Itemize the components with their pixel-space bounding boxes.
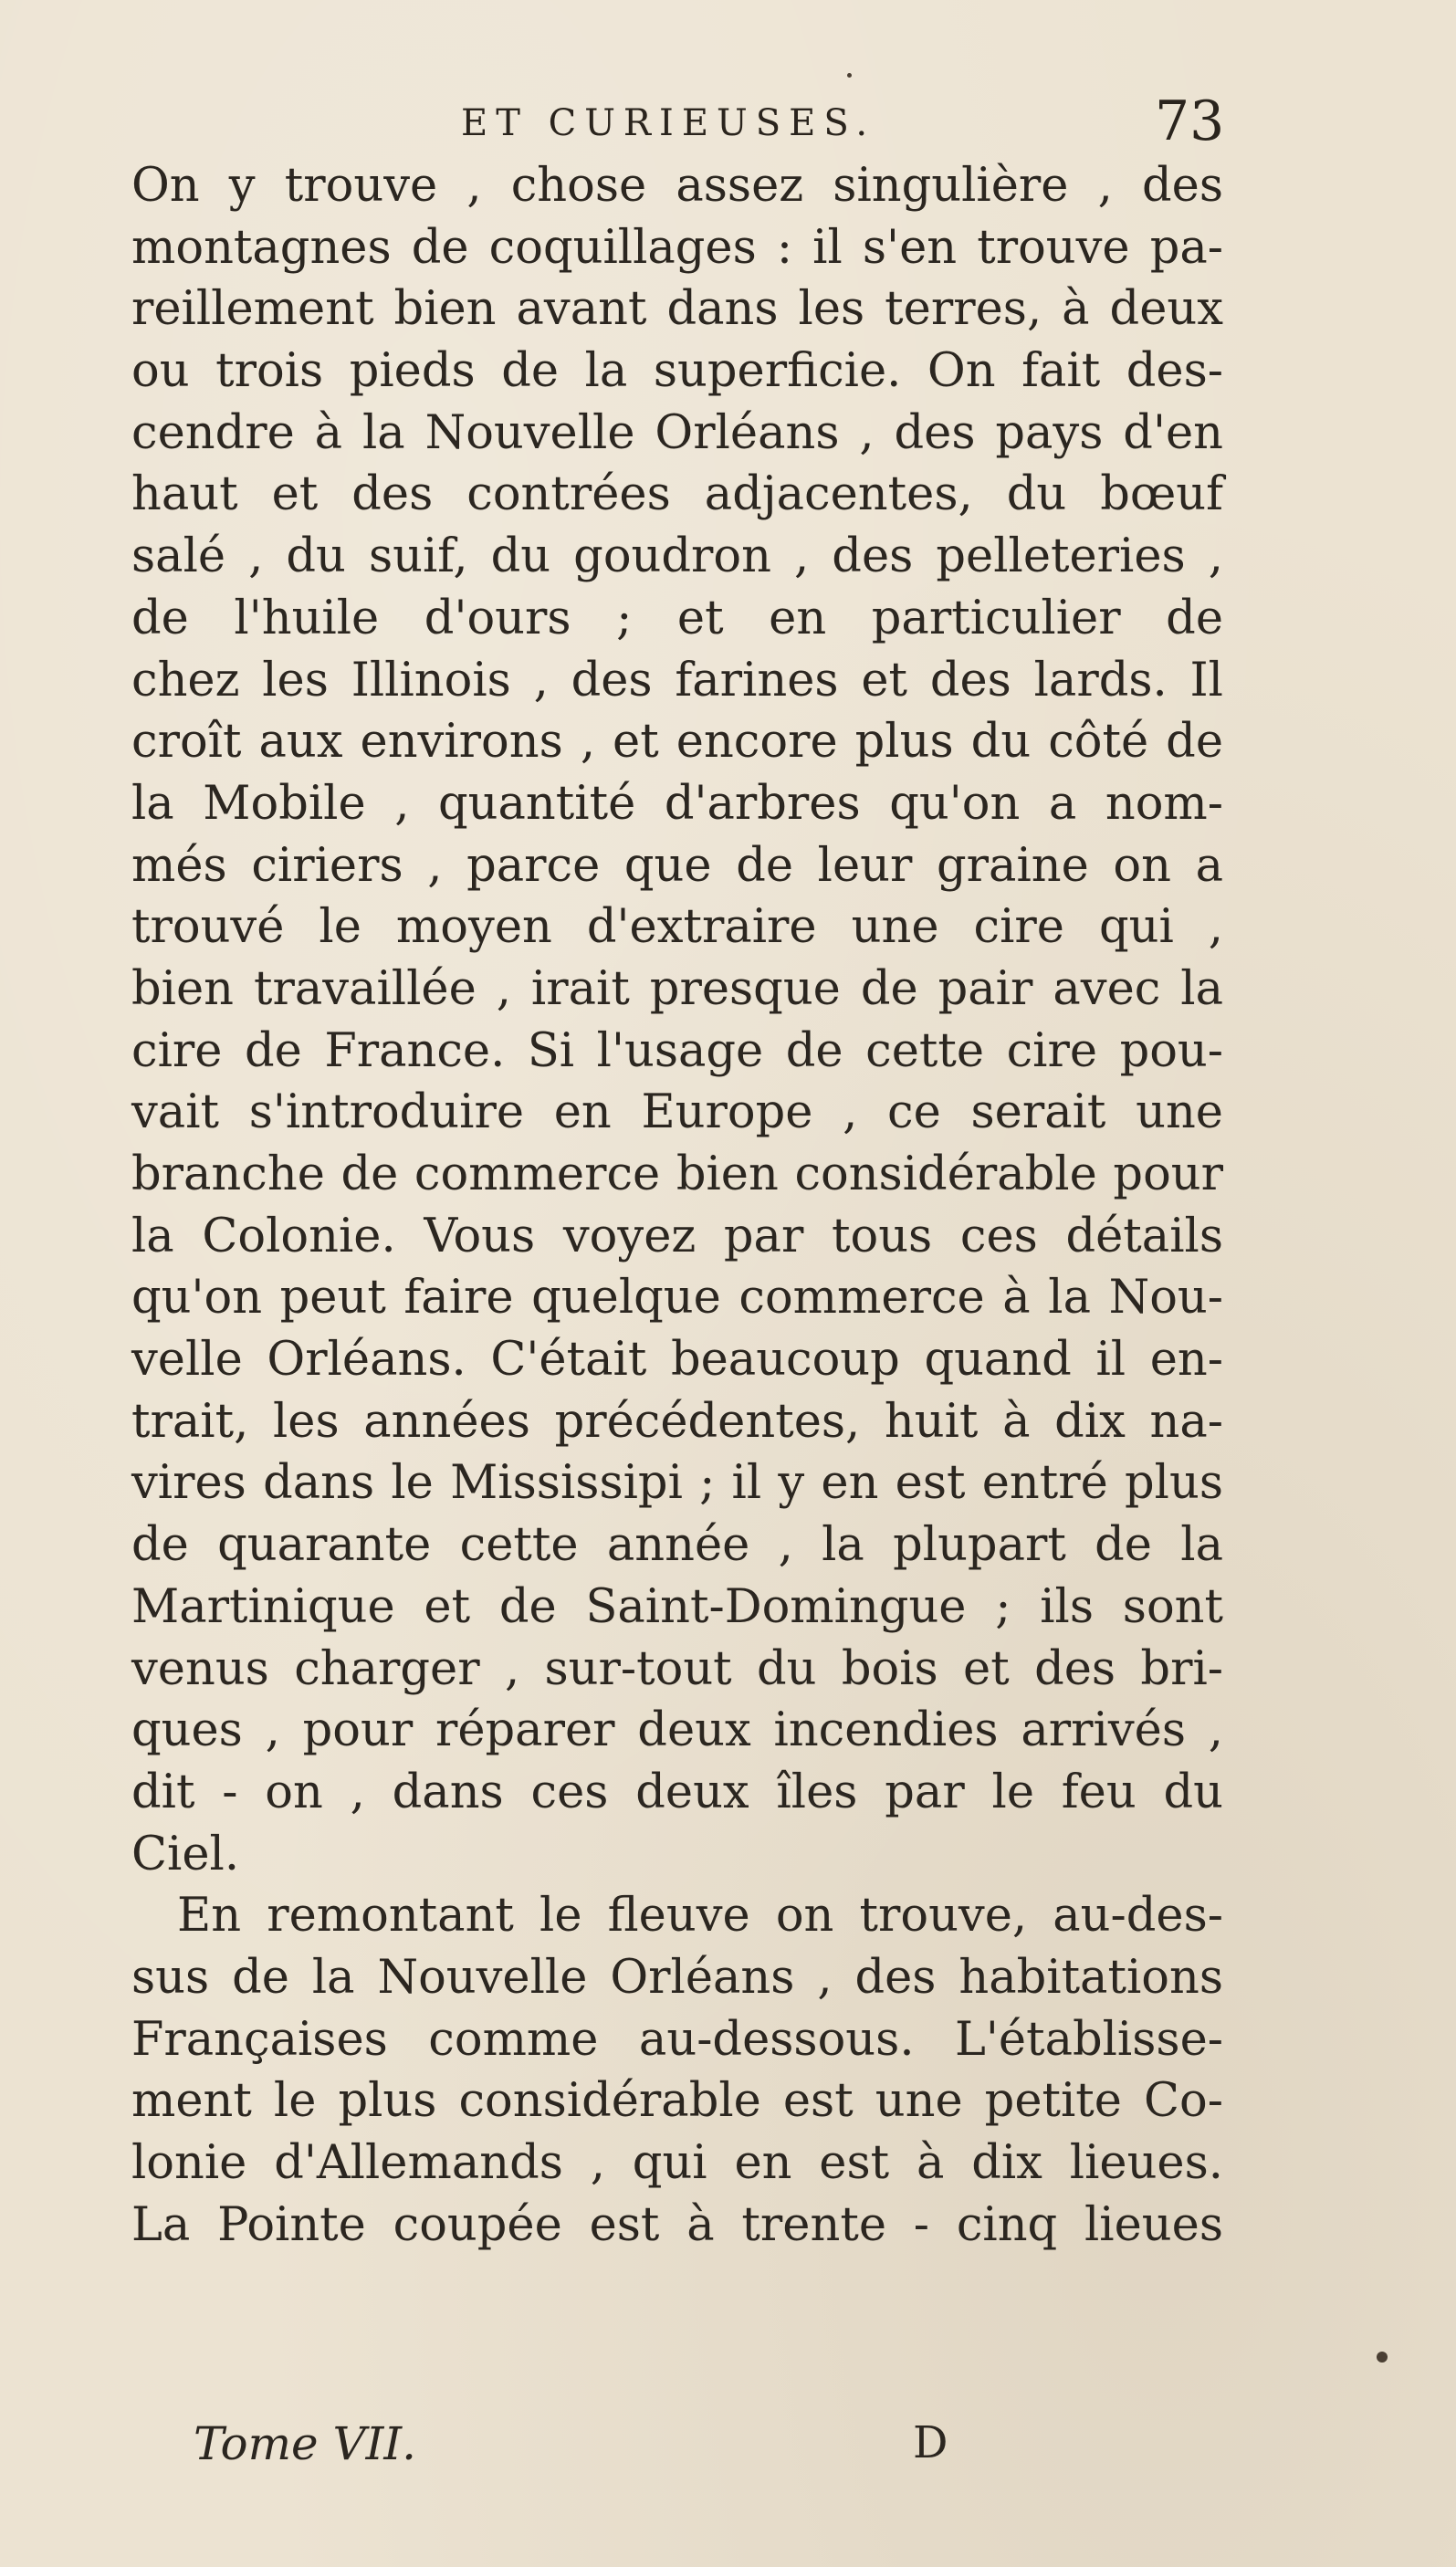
text-line: haut et des contrées adjacentes, du bœuf — [131, 467, 1223, 522]
text-line: més ciriers , parce que de leur graine on a — [131, 838, 1223, 893]
text-line: sus de la Nouvelle Orléans , des habitations — [131, 1950, 1223, 2005]
volume-label: Tome VII. — [194, 2417, 416, 2470]
page-number: 73 — [1155, 89, 1225, 153]
text-line: branche de commerce bien considérable pour — [131, 1147, 1223, 1201]
text-line: de l'huile d'ours ; et en particulier de — [131, 591, 1223, 645]
ink-speck — [1377, 2352, 1388, 2363]
text-line: qu'on peut faire quelque commerce à la Nou- — [131, 1271, 1223, 1325]
text-line: lonie d'Allemands , qui en est à dix lieues. — [131, 2136, 1223, 2190]
running-title: ET CURIEUSES. — [461, 102, 876, 144]
ink-speck — [847, 73, 852, 78]
text-line: cendre à la Nouvelle Orléans , des pays d'en — [131, 405, 1223, 460]
body-text — [131, 155, 1223, 2256]
text-line: Ciel. — [131, 1827, 240, 1881]
text-line: bien travaillée , irait presque de pair avec la — [131, 961, 1223, 1016]
text-line: dit - on , dans ces deux îles par le feu du — [131, 1765, 1223, 1819]
text-line: Martinique et de Saint-Domingue ; ils sont — [131, 1579, 1223, 1634]
text-line: la Mobile , quantité d'arbres qu'on a nom- — [131, 776, 1223, 831]
text-line: reillement bien avant dans les terres, à deux — [131, 282, 1223, 337]
text-line: vait s'introduire en Europe , ce serait une — [131, 1085, 1223, 1140]
signature-mark: D — [913, 2417, 948, 2468]
text-line: chez les Illinois , des farines et des lards. Il — [131, 653, 1223, 707]
text-line: trait, les années précédentes, huit à dix na- — [131, 1394, 1223, 1449]
page-footer — [0, 2417, 1456, 2481]
text-line: vires dans le Mississipi ; il y en est entré plus — [131, 1456, 1223, 1511]
running-head — [0, 89, 1456, 153]
text-line: ou trois pieds de la superficie. On fait des- — [131, 344, 1223, 399]
text-line: ment le plus considérable est une petite Co- — [131, 2074, 1223, 2129]
text-line: Françaises comme au-dessous. L'établisse- — [131, 2012, 1223, 2067]
text-line: montagnes de coquillages : il s'en trouve pa- — [131, 220, 1223, 275]
text-line: la Colonie. Vous voyez par tous ces détails — [131, 1209, 1223, 1263]
text-line: trouvé le moyen d'extraire une cire qui , — [131, 900, 1223, 955]
text-line: salé , du suif, du goudron , des pelleteries , — [131, 529, 1223, 584]
text-line: cire de France. Si l'usage de cette cire pou- — [131, 1023, 1223, 1078]
text-line: venus charger , sur-tout du bois et des bri- — [131, 1641, 1223, 1696]
text-line: de quarante cette année , la plupart de la — [131, 1518, 1223, 1573]
text-line: On y trouve , chose assez singulière , des — [131, 159, 1223, 213]
text-line: velle Orléans. C'était beaucoup quand il en- — [131, 1333, 1223, 1388]
text-line: ques , pour réparer deux incendies arrivés , — [131, 1703, 1223, 1758]
paragraph-start-line: En remontant le fleuve on trouve, au-des- — [177, 1889, 1223, 1944]
text-line: croît aux environs , et encore plus du côté de — [131, 715, 1223, 770]
text-line: La Pointe coupée est à trente - cinq lieues — [131, 2197, 1223, 2252]
